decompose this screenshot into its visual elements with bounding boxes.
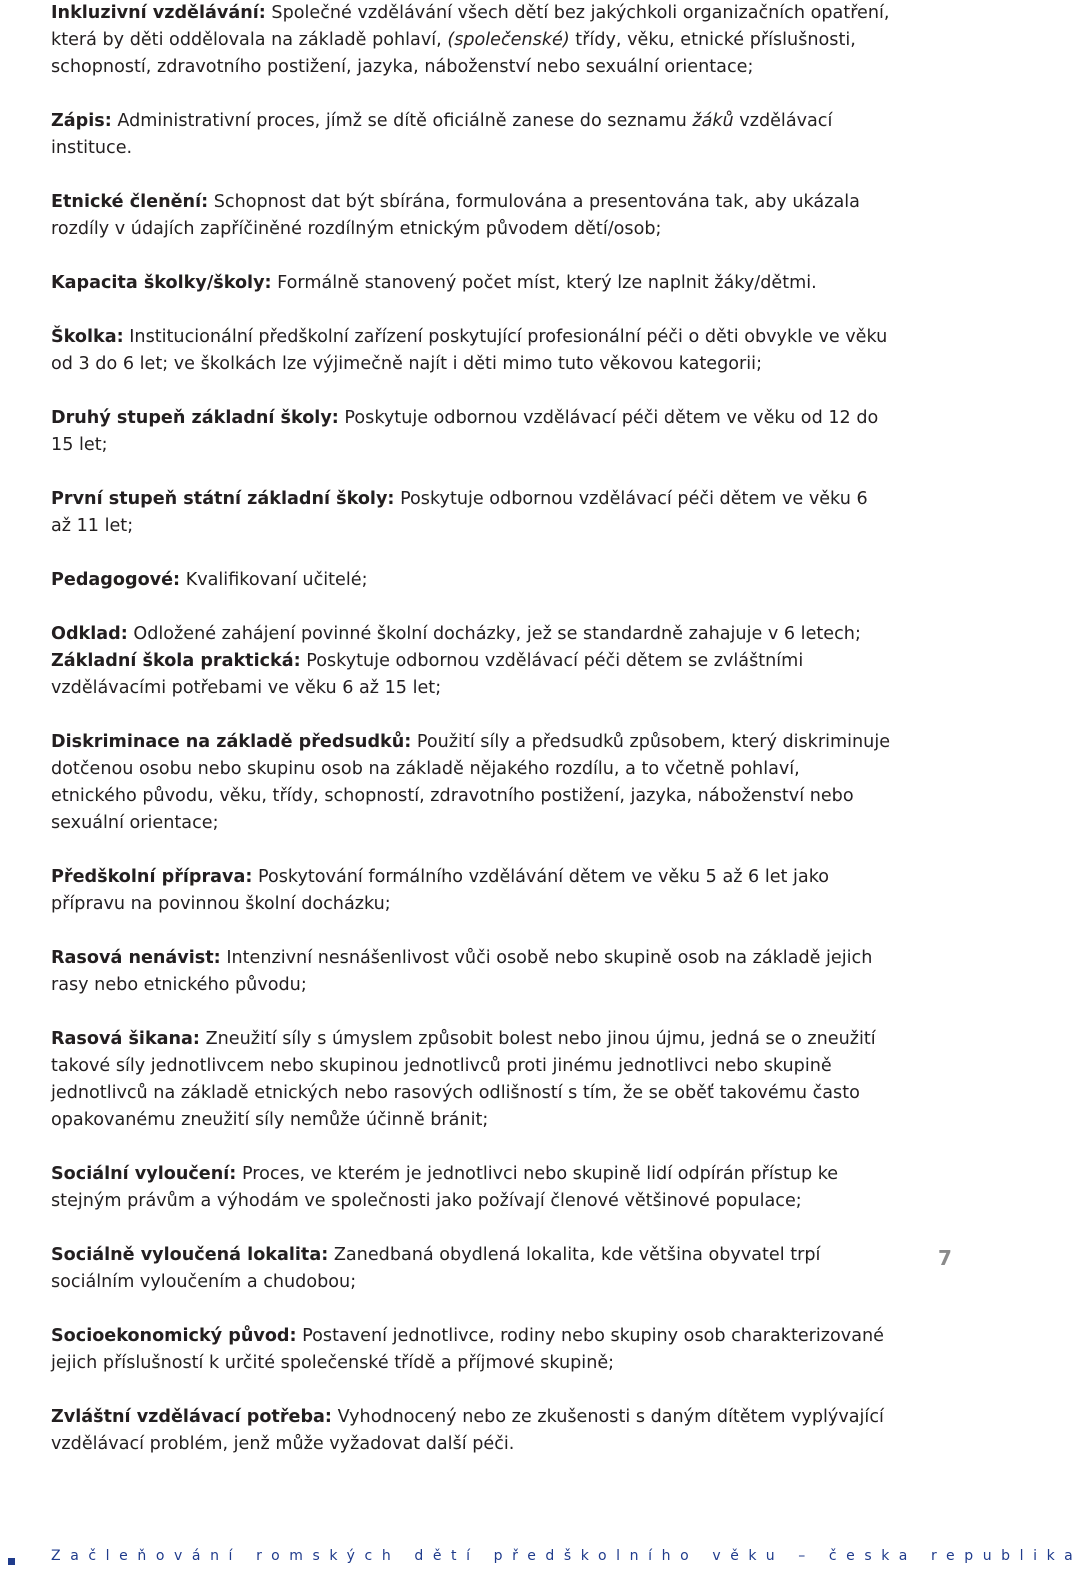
glossary-term: Předškolní příprava: (51, 867, 253, 887)
page-number: 7 (938, 1246, 952, 1270)
entry-spacer (51, 837, 891, 864)
footer-square-icon (8, 1558, 15, 1565)
glossary-term: Rasová nenávist: (51, 948, 221, 968)
glossary-term: První stupeň státní základní školy: (51, 489, 395, 509)
glossary-term: Základní škola praktická: (51, 651, 301, 671)
entry-spacer (51, 702, 891, 729)
footer-text: Začleňování romských dětí předškolního věku – česka republika (51, 1548, 1082, 1564)
glossary-definition: Odložené zahájení povinné školní docházky, jež se standardně zahajuje v 6 letech; (133, 624, 861, 644)
entry-spacer (51, 540, 891, 567)
glossary-entry (51, 189, 891, 243)
glossary-entry (51, 864, 891, 918)
glossary-entry (51, 1026, 891, 1134)
glossary-term: Zvláštní vzdělávací potřeba: (51, 1407, 332, 1427)
glossary-definition: Poskytování formálního vzdělávání dětem ve věku 5 až 6 let jako přípravu na povinnou školní docházku; (51, 867, 830, 914)
entry-spacer (51, 999, 891, 1026)
glossary-definition: Administrativní proces, jímž se dítě oficiálně zanese do seznamu žáků vzdělávací instituce. (51, 111, 833, 158)
glossary-definition: Postavení jednotlivce, rodiny nebo skupiny osob charakterizované jejich příslušností k určité společenské třídě a příjmové skupině; (51, 1326, 884, 1373)
glossary-term: Školka: (51, 327, 124, 347)
glossary-entry (51, 108, 891, 162)
glossary-entry (51, 621, 891, 648)
glossary-term: Kapacita školky/školy: (51, 273, 272, 293)
glossary-entry (51, 324, 891, 378)
glossary-entry (51, 945, 891, 999)
entry-spacer (51, 1296, 891, 1323)
glossary-definition: Intenzivní nesnášenlivost vůči osobě nebo skupině osob na základě jejich rasy nebo etnického původu; (51, 948, 873, 995)
glossary-definition: Formálně stanovený počet míst, který lze naplnit žáky/dětmi. (277, 273, 817, 293)
glossary-term: Diskriminace na základě předsudků: (51, 732, 412, 752)
entry-spacer (51, 1377, 891, 1404)
glossary-definition: Poskytuje odbornou vzdělávací péči dětem se zvláštními vzdělávacími potřebami ve věku 6 až 15 let; (51, 651, 804, 698)
glossary-term: Sociální vyloučení: (51, 1164, 237, 1184)
glossary-term: Rasová šikana: (51, 1029, 200, 1049)
glossary-definition: Vyhodnocený nebo ze zkušenosti s daným dítětem vyplývající vzdělávací problém, jenž může vyžadovat další péči. (51, 1407, 884, 1454)
entry-spacer (51, 378, 891, 405)
glossary-entry (51, 405, 891, 459)
footer (0, 1548, 1082, 1572)
glossary-definition: Poskytuje odbornou vzdělávací péči dětem ve věku 6 až 11 let; (51, 489, 868, 536)
glossary-entry (51, 729, 891, 837)
glossary-term: Inkluzivní vzdělávání: (51, 3, 266, 23)
entry-spacer (51, 459, 891, 486)
glossary-definition: Společné vzdělávání všech dětí bez jakýchkoli organizačních opatření, která by děti oddělovala na základě pohlaví, (společenské) třídy, věku, etnické příslušnosti, schopností, zdravotního postižení, jazyka, náboženství nebo sexuální orientace; (51, 3, 890, 77)
glossary-entry (51, 648, 891, 702)
entry-spacer (51, 162, 891, 189)
glossary-definition: Použití síly a předsudků způsobem, který diskriminuje dotčenou osobu nebo skupinu osob na základě nějakého rozdílu, a to včetně pohlaví, etnického původu, věku, třídy, schopností, zdravotního postižení, jazyka, náboženství nebo sexuální orientace; (51, 732, 891, 833)
entry-spacer (51, 918, 891, 945)
glossary (51, 0, 891, 1458)
glossary-entry (51, 1161, 891, 1215)
glossary-entry (51, 1242, 891, 1296)
glossary-definition: Poskytuje odbornou vzdělávací péči dětem ve věku od 12 do 15 let; (51, 408, 879, 455)
entry-spacer (51, 81, 891, 108)
glossary-entry (51, 1323, 891, 1377)
entry-spacer (51, 297, 891, 324)
entry-spacer (51, 243, 891, 270)
glossary-definition: Kvalifikovaní učitelé; (185, 570, 368, 590)
glossary-term: Etnické členění: (51, 192, 209, 212)
entry-spacer (51, 594, 891, 621)
glossary-definition: Institucionální předškolní zařízení poskytující profesionální péči o děti obvykle ve věku od 3 do 6 let; ve školkách lze výjimečně najít i děti mimo tuto věkovou kategorii; (51, 327, 888, 374)
entry-spacer (51, 1215, 891, 1242)
glossary-term: Zápis: (51, 111, 112, 131)
glossary-definition: Zanedbaná obydlená lokalita, kde většina obyvatel trpí sociálním vyloučením a chudobou; (51, 1245, 821, 1292)
glossary-definition: Zneužití síly s úmyslem způsobit bolest nebo jinou újmu, jedná se o zneužití takové síly jednotlivcem nebo skupinou jednotlivců proti jinému jednotlivci nebo skupině jednotlivců na základě etnických nebo rasových odlišností s tím, že se oběť takovému často opakovanému zneužití síly nemůže účinně bránit; (51, 1029, 876, 1130)
glossary-term: Socioekonomický původ: (51, 1326, 297, 1346)
glossary-term: Sociálně vyloučená lokalita: (51, 1245, 329, 1265)
glossary-definition: Schopnost dat být sbírána, formulována a presentována tak, aby ukázala rozdíly v údajích zapříčiněné rozdílným etnickým původem dětí/osob; (51, 192, 860, 239)
glossary-term: Druhý stupeň základní školy: (51, 408, 339, 428)
glossary-entry (51, 1404, 891, 1458)
glossary-entry (51, 270, 891, 297)
entry-spacer (51, 1134, 891, 1161)
glossary-term: Odklad: (51, 624, 128, 644)
glossary-entry (51, 567, 891, 594)
glossary-definition: Proces, ve kterém je jednotlivci nebo skupině lidí odpírán přístup ke stejným právům a výhodám ve společnosti jako požívají členové většinové populace; (51, 1164, 839, 1211)
glossary-term: Pedagogové: (51, 570, 181, 590)
glossary-entry (51, 486, 891, 540)
glossary-entry (51, 0, 891, 81)
